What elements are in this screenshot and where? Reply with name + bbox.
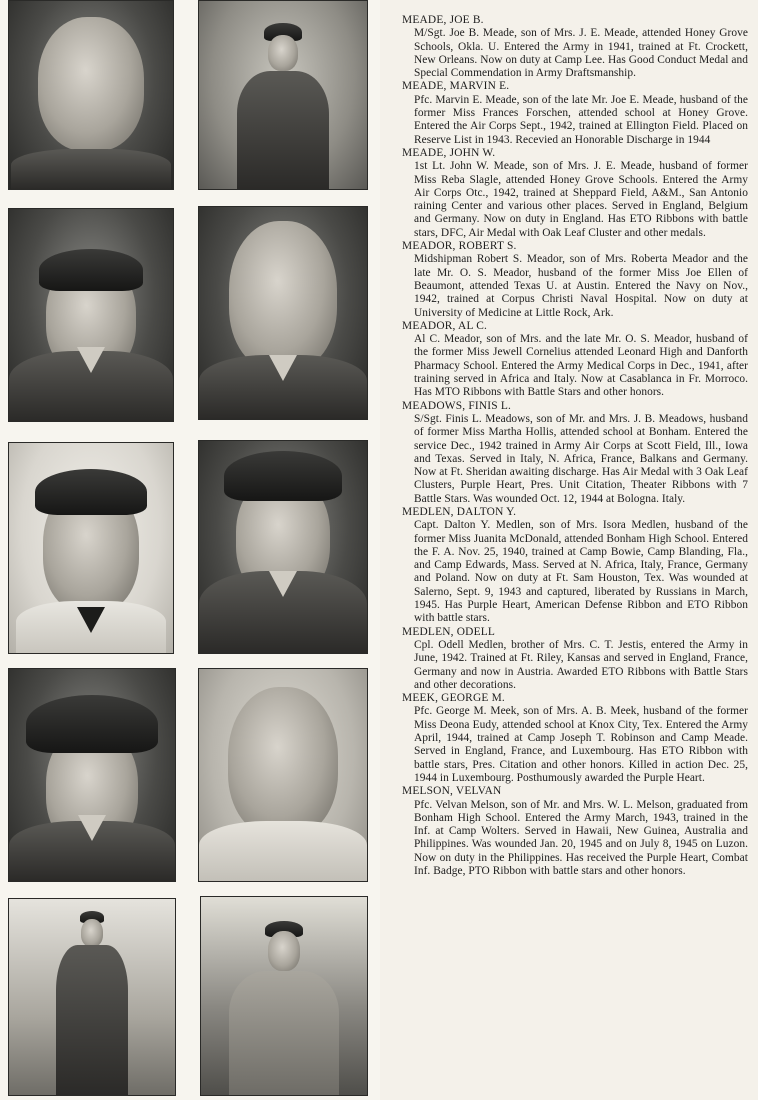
portrait-photo [8,442,174,654]
portrait-photo [200,896,368,1096]
portrait-photo [198,0,368,190]
entry-name: MEADE, MARVIN E. [402,80,510,93]
entry-text: M/Sgt. Joe B. Meade, son of Mrs. J. E. Meade, attended Honey Grove Schools, Okla. U. Entered the Army in 1941, trained at Ft. Crockett, New Orleans. Now on duty at Camp Lee. Has Good Conduct Medal and Special Commendation in Army Draftsmanship. [414,27,748,80]
biography-entry [396,240,748,320]
portrait-photo [8,0,174,190]
entry-name: MEADE, JOE B. [402,14,484,26]
entry-name: MEDLEN, ODELL [402,625,496,638]
entry-text: S/Sgt. Finis L. Meadows, son of Mr. and Mrs. J. B. Meadows, husband of former Miss Martha Hollis, attended school at Bonham. Entered the service Dec., 1942 trained in Army Air Corps at Scott Field, Ill., Iowa and Texas. Served in Italy, N. Africa, France, Balkans and Germany. Now at Ft. Sheridan awaiting discharge. Has Air Medal with 3 Oak Leaf Clusters, Purple Heart, Pres. Unit Citation, Theater Ribbons with 7 Battle Stars. Was wounded Oct. 12, 1944 at Bologna. Italy. [414,412,748,505]
entry-text: Pfc. Velvan Melson, son of Mr. and Mrs. W. L. Melson, graduated from Bonham High School. Entered the Army March, 1943, trained in the Inf. at Camp Wolters. Served in Hawaii, New Guinea, Australia and Philippines. Was wounded Jan. 20, 1945 and on July 8, 1945 on Luzon. Now on duty in the Philippines. Has received the Purple Heart, Combat Inf. Badge, PTO Ribbon with battle stars and other honors. [414,798,748,877]
biography-entry [396,147,748,240]
entry-name: MEADOR, ROBERT S. [402,240,517,253]
biography-entry [396,692,748,785]
entry-text: Cpl. Odell Medlen, brother of Mrs. C. T. Jestis, entered the Army in June, 1942. Trained at Ft. Riley, Kansas and served in England, France, Germany and now in Austria. Awarded ETO Ribbons with Battle Stars and other decorations. [414,638,748,691]
entry-name: MEDLEN, DALTON Y. [402,505,517,518]
entry-name: MEEK, GEORGE M. [402,692,505,705]
biography-entry [396,626,748,692]
entry-text: Pfc. George M. Meek, son of Mrs. A. B. Meek, husband of the former Miss Deona Eudy, attended school at Knox City, Tex. Entered the Army April, 1944, trained at Camp Joseph T. Robinson and Camp Meade. Served in England, France, and Luxembourg. Has ETO Ribbon with battle stars, Pres. Citation and other honors. Killed in action Dec. 25, 1944 in Luxembourg. Posthumously awarded the Purple Heart. [414,705,748,784]
entry-name: MEADOWS, FINIS L. [402,399,512,412]
entry-text: Pfc. Marvin E. Meade, son of the late Mr. Joe E. Meade, husband of the former Miss Frances Forschen, attended school at Honey Grove. Entered the Air Corps Sept., 1942, trained at Ellington Field. Placed on Reserve List in 1943. Recevied an Honorable Discharge in 1944 [414,93,748,146]
portrait-photo [198,668,368,882]
entry-name: MEADOR, AL C. [402,319,488,332]
entry-name: MEADE, JOHN W. [402,146,496,159]
portrait-photo [8,668,176,882]
biography-entry [396,320,748,400]
portrait-photo [198,206,368,420]
entry-text: Capt. Dalton Y. Medlen, son of Mrs. Isora Medlen, husband of the former Miss Juanita McDonald, attended Bonham High School. Entered the F. A. Nov. 25, 1940, trained at Camp Bowie, Camp Blanding, Fla., and Camp Edwards, Mass. Served at N. Africa, Italy, France, Germany and Poland. Now on duty at Ft. Sam Houston, Tex. Was wounded at Salerno, Sept. 9, 1943 and captured, liberated by Russians in March, 1945. Has Purple Heart, American Defense Ribbon and ETO Ribbon with battle stars. [414,519,748,625]
portrait-photo [198,440,368,654]
entry-text: 1st Lt. John W. Meade, son of Mrs. J. E. Meade, husband of former Miss Reba Slagle, attended Honey Grove Schools. Entered the Army Air Corps Otc., 1942, trained at Sheppard Field, A&M., San Antonio raining Center and various other places. Served in England, Belgium and Germany. Now on duty in England. Has ETO Ribbons with battle stars, DFC, Air Medal with Oak Leaf Cluster and other medals. [414,160,748,239]
entry-name: MELSON, VELVAN [402,785,502,798]
biography-entry [396,80,748,146]
entry-text: Al C. Meador, son of Mrs. and the late Mr. O. S. Meador, husband of the former Miss Jewell Cornelius attended Leonard High and Danforth Pharmacy School. Entered the Army Medical Corps in Dec., 1941, after training served in Africa and Italy. Now at Casablanca in Fr. Morroco. Has MTO Ribbons with Battle Stars and other honors. [414,333,748,399]
biography-entry [396,14,748,80]
biography-entry [396,506,748,626]
entry-text: Midshipman Robert S. Meador, son of Mrs. Roberta Meador and the late Mr. O. S. Meador, husband of the former Miss Joe Ellen of Beaumont, attended Texas U. at Austin. Entered the Navy on Nov., 1942, trained at Corpus Christi Naval Hospital. Now on duty at University of Medicine at Little Rock, Ark. [414,253,748,319]
biography-column [396,14,748,878]
biography-entry [396,785,748,878]
biography-entry [396,400,748,506]
portrait-photo [8,898,176,1096]
portrait-photo [8,208,174,422]
